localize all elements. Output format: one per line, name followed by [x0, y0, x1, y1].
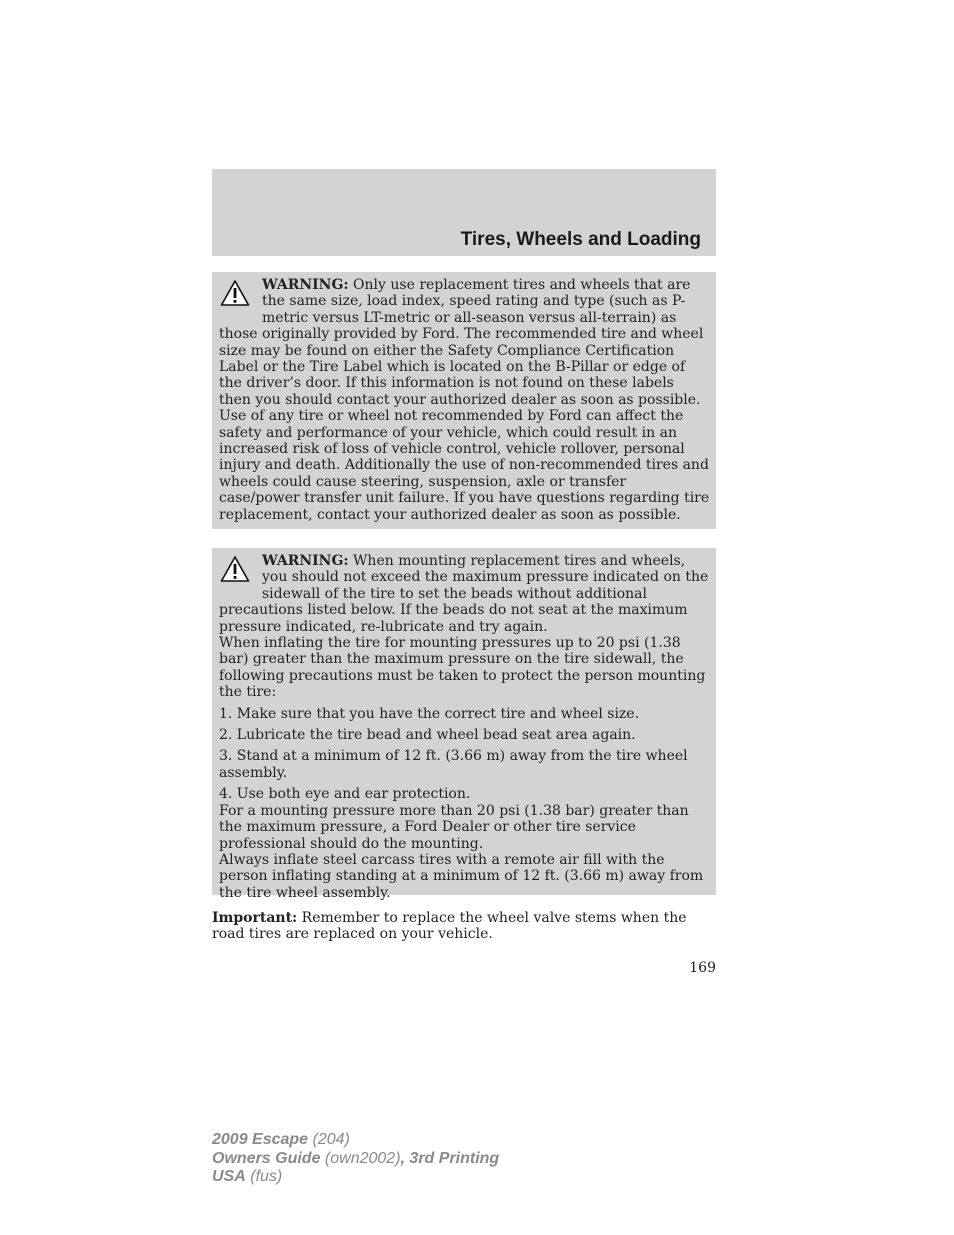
footer-model-code: (204)	[312, 1131, 350, 1148]
footer-line-2	[212, 1150, 499, 1169]
warning-text	[219, 553, 710, 635]
step-item: 1. Make sure that you have the correct tire and wheel size.	[219, 705, 640, 722]
warning-label: WARNING:	[262, 553, 349, 569]
important-label: Important:	[212, 910, 298, 926]
warning-box-tire-replacement	[212, 272, 716, 529]
page-number: 169	[689, 960, 716, 976]
section-header-band	[212, 169, 716, 256]
footer-market: USA	[212, 1168, 246, 1185]
warning-triangle-icon	[220, 555, 250, 587]
footer-model: 2009 Escape	[212, 1131, 309, 1148]
warning-triangle-icon	[220, 279, 250, 311]
footer-guide-code: (own2002)	[324, 1149, 401, 1167]
footer-line-3	[212, 1168, 499, 1187]
footer-guide: Owners Guide	[212, 1149, 321, 1167]
important-note	[212, 910, 716, 943]
step-item: 4. Use both eye and ear protection.	[219, 786, 471, 803]
warning-body: Only use replacement tires and wheels that are the same size, load index, speed rating and type (such as P-metric versus LT-metric or all-season versus all-terrain) as those originally provided by Ford. The recommended tire and wheel size may be found on either the Safety Compliance Certification Label or the Tire Label which is located on the B-Pillar or edge of the driver’s door. If this information is not found on these labels then you should contact your authorized dealer as soon as possible. Use of any tire or wheel not recommended by Ford can affect the safety and performance of your vehicle, which could result in an increased risk of loss of vehicle control, vehicle rollover, personal injury and death. Additionally the use of non-recommended tires and wheels could cause steering, suspension, axle or transfer case/power transfer unit failure. If you have questions regarding tire replacement, contact your authorized dealer as soon as possible.	[219, 277, 710, 523]
warning-paragraph: Always inflate steel carcass tires with a remote air fill with the person inflating standing at a minimum of 12 ft. (3.66 m) away from the tire wheel assembly.	[219, 851, 704, 901]
warning-label: WARNING:	[262, 277, 349, 293]
warning-text	[219, 277, 710, 523]
step-item: 2. Lubricate the tire bead and wheel bead seat area again.	[219, 727, 636, 744]
warning-paragraph: For a mounting pressure more than 20 psi (1.38 bar) greater than the maximum pressure, a Ford Dealer or other tire service professional should do the mounting.	[219, 802, 689, 852]
section-title: Tires, Wheels and Loading	[460, 229, 701, 250]
warning-box-tire-mounting	[212, 548, 716, 901]
footer-market-code: (fus)	[250, 1168, 283, 1185]
warning-paragraph: When inflating the tire for mounting pressures up to 20 psi (1.38 bar) greater than the maximum pressure on the tire sidewall, the following precautions must be taken to protect the person mounting the tire:	[219, 635, 706, 701]
warning-body: When mounting replacement tires and wheels, you should not exceed the maximum pressure indicated on the sidewall of the tire to set the beads without additional precautions listed below. If the beads do not seat at the maximum pressure indicated, re-lubricate and try again.	[219, 553, 709, 635]
footer-printing: , 3rd Printing	[400, 1149, 500, 1167]
step-item: 3. Stand at a minimum of 12 ft. (3.66 m) away from the tire wheel assembly.	[219, 748, 688, 781]
document-footer	[212, 1131, 499, 1187]
important-text: Remember to replace the wheel valve stems when the road tires are replaced on your vehicle.	[212, 910, 687, 943]
footer-line-1	[212, 1131, 499, 1150]
